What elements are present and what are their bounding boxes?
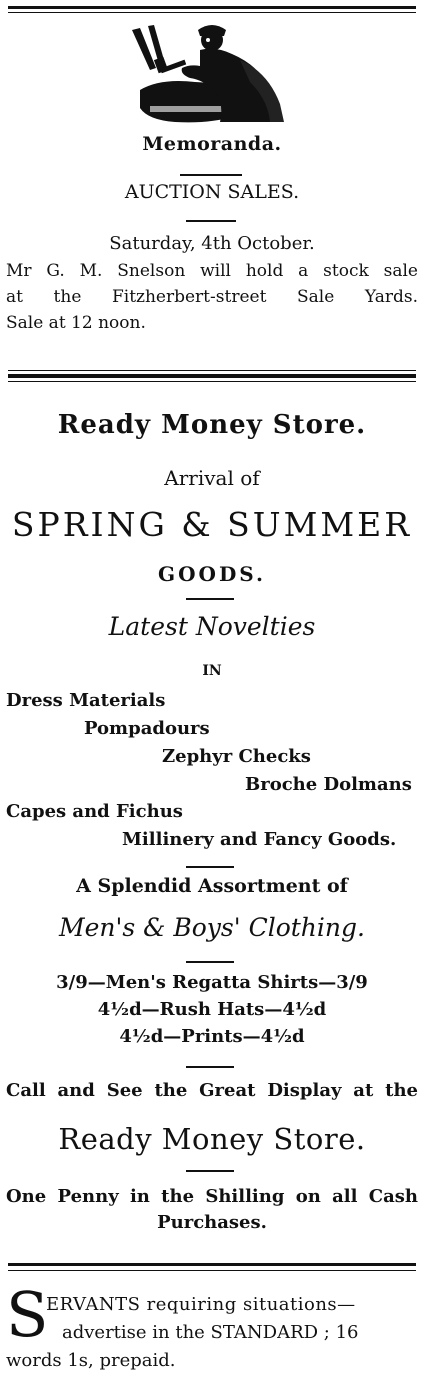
price-line-hats: 4½d—Rush Hats—4½d xyxy=(97,999,327,1020)
memoranda-heading: Memoranda. xyxy=(142,133,282,155)
divider xyxy=(186,220,236,222)
price-line-shirts: 3/9—Men's Regatta Shirts—3/9 xyxy=(56,972,368,993)
divider xyxy=(186,866,234,868)
latest-novelties: Latest Novelties xyxy=(108,612,316,641)
goods-heading: GOODS. xyxy=(158,562,266,586)
item-dress-materials: Dress Materials xyxy=(6,690,166,711)
servants-line-2: advertise in the STANDARD ; 16 xyxy=(62,1322,359,1343)
assortment-text: A Splendid Assortment of xyxy=(76,875,348,897)
clothing-heading: Men's & Boys' Clothing. xyxy=(59,913,365,942)
discount-line-2: Purchases. xyxy=(157,1212,267,1233)
divider xyxy=(186,598,234,600)
auction-date: Saturday, 4th October. xyxy=(109,233,315,254)
section-rule-thick xyxy=(8,374,416,378)
divider xyxy=(186,1066,234,1068)
arrival-text: Arrival of xyxy=(164,466,260,490)
servants-initial: S xyxy=(6,1278,49,1351)
bottom-rule-thick xyxy=(8,1263,416,1266)
discount-line-1: One Penny in the Shilling on all Cash xyxy=(6,1186,418,1207)
auction-body-line-3: Sale at 12 noon. xyxy=(6,313,146,333)
item-millinery: Millinery and Fancy Goods. xyxy=(122,829,397,850)
divider xyxy=(180,174,242,176)
item-pompadours: Pompadours xyxy=(84,718,210,739)
season-heading: SPRING & SUMMER xyxy=(11,505,413,544)
store-title: Ready Money Store. xyxy=(57,410,367,440)
in-label: IN xyxy=(202,663,222,679)
price-line-prints: 4½d—Prints—4½d xyxy=(119,1026,305,1047)
top-rule-thin xyxy=(8,12,416,13)
servants-line-1: ERVANTS requiring situations— xyxy=(46,1294,356,1315)
auctioneer-woodcut-illustration xyxy=(120,20,295,126)
servants-line-3: words 1s, prepaid. xyxy=(6,1350,176,1371)
auction-sales-heading: AUCTION SALES. xyxy=(124,181,300,203)
divider xyxy=(186,1170,234,1172)
item-capes-fichus: Capes and Fichus xyxy=(6,801,183,822)
section-rule-thin xyxy=(8,370,416,371)
item-broche-dolmans: Broche Dolmans xyxy=(245,774,412,795)
top-rule-thick xyxy=(8,6,416,9)
auction-body-line-1: Mr G. M. Snelson will hold a stock sale xyxy=(6,261,418,281)
divider xyxy=(186,961,234,963)
item-zephyr-checks: Zephyr Checks xyxy=(162,746,311,767)
store-name-large: Ready Money Store. xyxy=(58,1122,366,1156)
auction-body-line-2: at the Fitzherbert-street Sale Yards. xyxy=(6,287,418,307)
section-rule-thin xyxy=(8,381,416,382)
call-text: Call and See the Great Display at the xyxy=(6,1080,418,1101)
bottom-rule-thin xyxy=(8,1270,416,1271)
